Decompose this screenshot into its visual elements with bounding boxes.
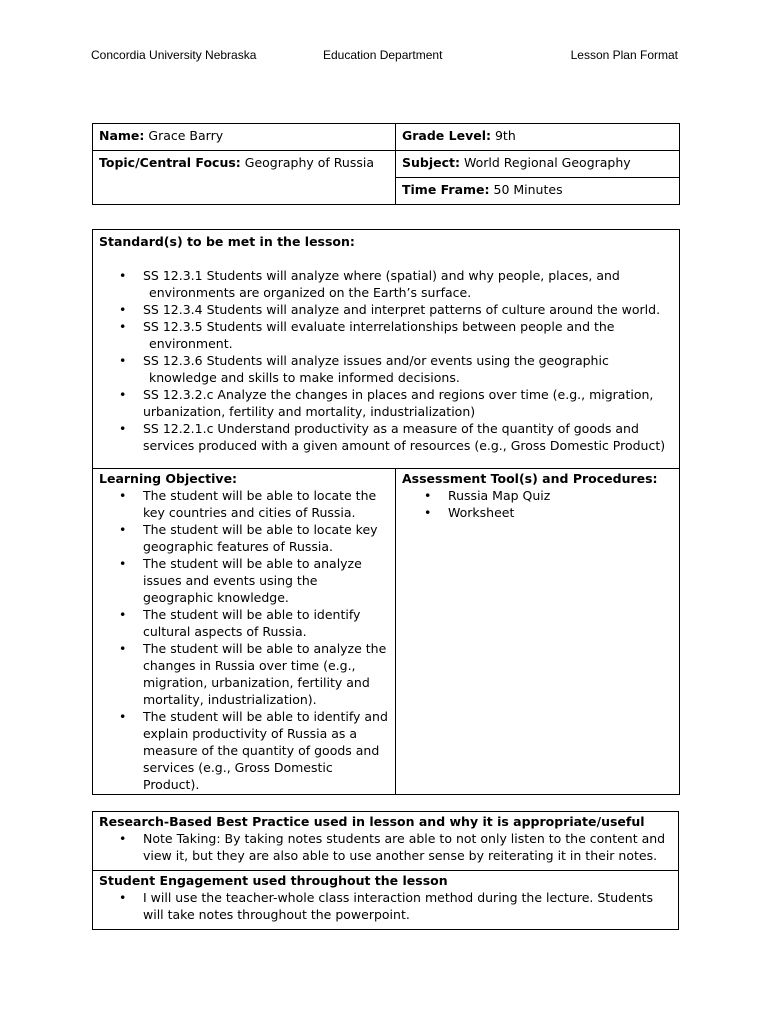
info-table [92, 123, 680, 205]
list-item: • The student will be able to identify and explain productivity of Russia as a measure of the quantity of goods and services (e.g., Gross Domestic Product). [99, 708, 389, 793]
list-item: • SS 12.3.6 Students will analyze issues and/or events using the geographic knowledge and skills to make informed decisions. [99, 352, 673, 386]
practice-engagement-table [92, 811, 679, 930]
list-item: • Russia Map Quiz [402, 487, 673, 504]
objectives-cell [93, 469, 396, 795]
name-cell [93, 124, 396, 151]
objectives-list [99, 487, 389, 793]
list-item: • SS 12.3.4 Students will analyze and interpret patterns of culture around the world. [99, 301, 673, 318]
standards-list [99, 267, 673, 454]
topic-cell [93, 151, 396, 205]
engagement-cell [93, 871, 679, 930]
grade-label: Grade Level: [402, 128, 491, 143]
topic-label: Topic/Central Focus: [99, 155, 241, 170]
engagement-list [99, 889, 672, 923]
subject-label: Subject: [402, 155, 460, 170]
time-cell [396, 178, 680, 205]
time-label: Time Frame: [402, 182, 490, 197]
name-value: Grace Barry [148, 128, 224, 143]
objectives-heading: Learning Objective: [99, 471, 238, 486]
engagement-heading: Student Engagement used throughout the lesson [99, 873, 448, 888]
subject-cell [396, 151, 680, 178]
header-department: Education Department [323, 48, 443, 62]
list-item: • I will use the teacher-whole class interaction method during the lecture. Students will take notes throughout the powerpoint. [99, 889, 672, 923]
list-item: • The student will be able to analyze the changes in Russia over time (e.g., migration, urbanization, fertility and mortality, industrialization). [99, 640, 389, 708]
standards-objectives-table [92, 229, 680, 795]
assessment-list [402, 487, 673, 521]
list-item: • Note Taking: By taking notes students are able to not only listen to the content and view it, but they are also able to use another sense by reiterating it in their notes. [99, 830, 672, 864]
list-item: • SS 12.3.1 Students will analyze where (spatial) and why people, places, and environments are organized on the Earth’s surface. [99, 267, 673, 301]
best-practice-cell [93, 812, 679, 871]
standards-cell [93, 230, 680, 469]
list-item: • SS 12.3.5 Students will evaluate interrelationships between people and the environment. [99, 318, 673, 352]
time-value: 50 Minutes [493, 182, 563, 197]
grade-value: 9th [494, 128, 516, 143]
best-practice-list [99, 830, 672, 864]
standards-heading: Standard(s) to be met in the lesson: [99, 234, 355, 249]
list-item: • The student will be able to analyze issues and events using the geographic knowledge. [99, 555, 389, 606]
subject-value: World Regional Geography [463, 155, 631, 170]
list-item: • The student will be able to identify cultural aspects of Russia. [99, 606, 389, 640]
grade-cell [396, 124, 680, 151]
topic-value: Geography of Russia [244, 155, 374, 170]
name-label: Name: [99, 128, 145, 143]
assessment-cell [396, 469, 680, 795]
assessment-heading: Assessment Tool(s) and Procedures: [402, 471, 658, 486]
header-format: Lesson Plan Format [570, 48, 678, 62]
header-institution: Concordia University Nebraska [91, 48, 257, 62]
best-practice-heading: Research-Based Best Practice used in lesson and why it is appropriate/useful [99, 814, 645, 829]
list-item: • SS 12.2.1.c Understand productivity as a measure of the quantity of goods and services produced with a given amount of resources (e.g., Gross Domestic Product) [99, 420, 673, 454]
list-item: • Worksheet [402, 504, 673, 521]
list-item: • The student will be able to locate the key countries and cities of Russia. [99, 487, 389, 521]
list-item: • The student will be able to locate key geographic features of Russia. [99, 521, 389, 555]
list-item: • SS 12.3.2.c Analyze the changes in places and regions over time (e.g., migration, urbanization, fertility and mortality, industrialization) [99, 386, 673, 420]
